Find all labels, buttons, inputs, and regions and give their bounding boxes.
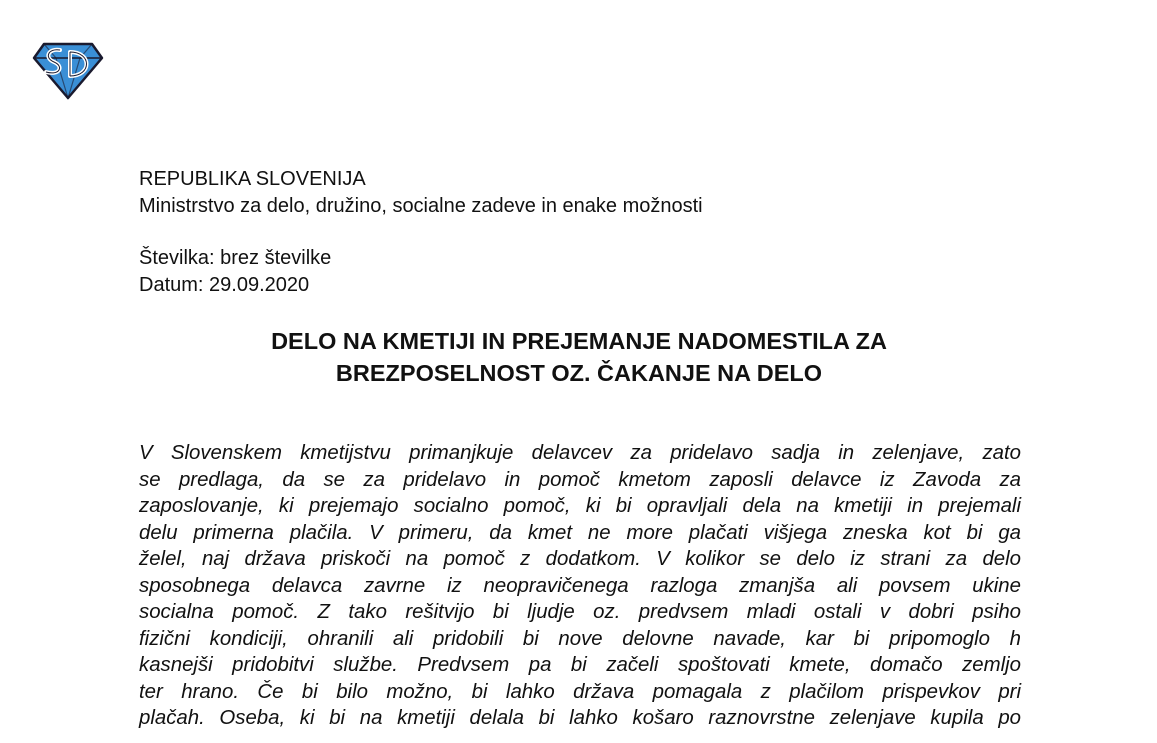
document-title (139, 325, 1019, 389)
title-line-2: BREZPOSELNOST OZ. ČAKANJE NA DELO (335, 360, 823, 386)
body-line: plačah. Oseba, ki bi na kmetiji delala bi lahko košaro raznovrstne zelenjave kupila po (139, 707, 1021, 729)
document-number: Številka: brez številke (139, 247, 332, 269)
body-line: V Slovenskem kmetijstvu primanjkuje delavcev za pridelavo sadja in zelenjave, zato (139, 442, 1021, 464)
body-line: sposobnega delavca zavrne iz neopravičenega razloga zmanjša ali povsem ukine (139, 574, 1021, 597)
body-line: fizični kondiciji, ohranili ali pridobili bi nove delovne navade, kar bi pripomoglo h (139, 627, 1021, 650)
sender-block (139, 166, 703, 220)
document-meta (139, 245, 331, 299)
body-line: socialna pomoč. Z tako rešitvijo bi ljudje oz. predvsem mladi ostali v dobri psiho (139, 601, 1021, 623)
title-line-1: DELO NA KMETIJI IN PREJEMANJE NADOMESTILA ZA (271, 328, 887, 354)
body-line: ter hrano. Če bi bilo možno, bi lahko država pomagala z plačilom prispevkov pri (139, 680, 1021, 703)
logo (30, 40, 106, 100)
body-paragraph (139, 440, 1021, 732)
body-line: kasnejši pridobitvi službe. Predvsem pa bi začeli spoštovati kmete, domačo zemljo (139, 654, 1021, 676)
body-line: zaposlovanje, ki prejemajo socialno pomoč, ki bi opravljali dela na kmetiji in prejemali (139, 495, 1021, 517)
document-date: Datum: 29.09.2020 (139, 274, 310, 296)
body-line: delu primerna plačila. V primeru, da kmet ne more plačati višjega zneska kot bi ga (139, 521, 1021, 544)
body-line: se predlaga, da se za pridelavo in pomoč kmetom zaposli delavce iz Zavoda za (139, 468, 1021, 491)
body-line: želel, naj država priskoči na pomoč z dodatkom. V kolikor se delo iz strani za delo (139, 548, 1021, 570)
organization-name: REPUBLIKA SLOVENIJA (139, 168, 366, 190)
ministry-name: Ministrstvo za delo, družino, socialne zadeve in enake možnosti (139, 195, 703, 217)
